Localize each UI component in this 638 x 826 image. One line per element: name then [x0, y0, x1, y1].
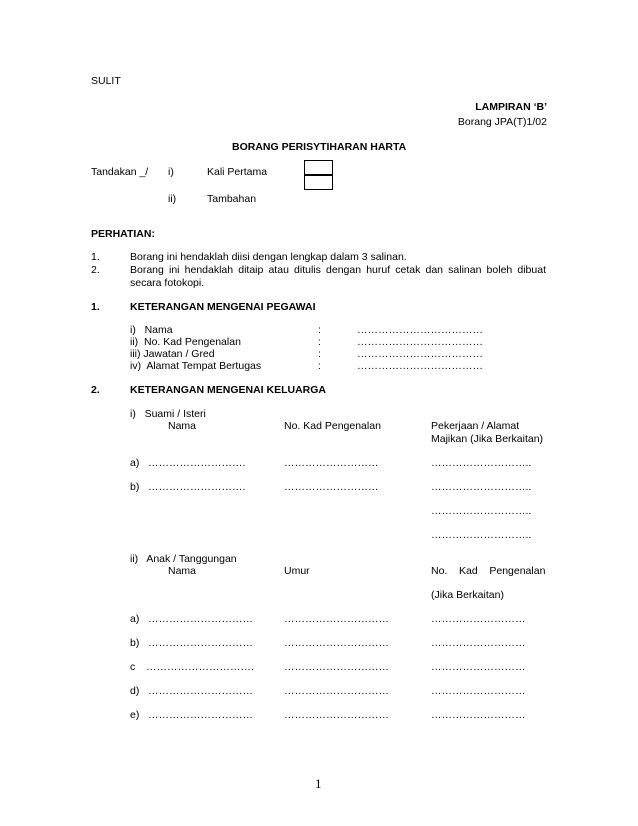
notice-item-2-text-cont: secara fotokopi. [130, 277, 205, 289]
officer-name-field[interactable]: ……………………………… [357, 324, 483, 336]
child-row-e-ic[interactable]: ……………………… [431, 709, 526, 721]
spouse-col-ic: No. Kad Pengenalan [284, 420, 381, 432]
appendix-label: LAMPIRAN ‘B’ [475, 101, 547, 113]
spouse-col-name: Nama [168, 420, 197, 432]
section2-heading: KETERANGAN MENGENAI KELUARGA [130, 384, 327, 396]
child-row-b-name[interactable]: ………………………… [148, 637, 253, 649]
classification-label: SULIT [91, 75, 121, 87]
spouse-title: i) Suami / Isteri [130, 408, 206, 420]
spouse-row-b-employer-extra-1[interactable]: ……………………….. [431, 505, 532, 517]
child-row-c-age[interactable]: ………………………… [284, 661, 389, 673]
spouse-row-a-name[interactable]: ………………………. [148, 457, 246, 469]
option-first-label: Kali Pertama [207, 166, 268, 178]
children-title: ii) Anak / Tanggungan [130, 553, 237, 565]
child-row-b-ic[interactable]: ……………………… [431, 637, 526, 649]
child-row-d-age[interactable]: ………………………… [284, 685, 389, 697]
spouse-col-employer: Pekerjaan / Alamat [431, 420, 520, 432]
tick-prompt: Tandakan _/ [91, 166, 149, 178]
spouse-row-b-employer-extra-2[interactable]: ……………………….. [431, 529, 532, 541]
spouse-row-b-name[interactable]: ………………………. [148, 481, 246, 493]
child-row-a-age[interactable]: ………………………… [284, 613, 389, 625]
option-first-num: i) [168, 166, 174, 178]
children-col-ic: No. Kad Pengenalan [431, 565, 546, 577]
spouse-row-b-employer[interactable]: ……………………….. [431, 481, 532, 493]
form-code: Borang JPA(T)1/02 [457, 116, 547, 128]
spouse-row-b-label: b) [130, 481, 140, 493]
option-additional-label: Tambahan [207, 193, 257, 205]
children-col-name: Nama [168, 565, 197, 577]
notice-item-2-num: 2. [91, 264, 100, 276]
child-row-a-ic[interactable]: ……………………… [431, 613, 526, 625]
officer-post-sep: : [318, 348, 321, 360]
section1-heading: KETERANGAN MENGENAI PEGAWAI [130, 301, 316, 313]
officer-ic-label: ii) No. Kad Pengenalan [130, 336, 241, 348]
child-row-c-label: c [130, 661, 136, 673]
officer-name-label: i) Nama [130, 324, 173, 336]
checkbox-additional-declaration[interactable] [304, 175, 333, 190]
notice-heading: PERHATIAN: [91, 228, 155, 240]
checkbox-first-declaration[interactable] [304, 160, 333, 175]
officer-address-field[interactable]: ……………………………… [357, 360, 483, 372]
child-row-a-label: a) [130, 613, 140, 625]
officer-address-sep: : [318, 360, 321, 372]
child-row-e-age[interactable]: ………………………… [284, 709, 389, 721]
form-title: BORANG PERISYTIHARAN HARTA [232, 141, 407, 153]
child-row-e-label: e) [130, 709, 140, 721]
officer-post-label: iii) Jawatan / Gred [130, 348, 215, 360]
children-col-ic-note: (Jika Berkaitan) [431, 589, 504, 601]
officer-post-field[interactable]: ……………………………… [357, 348, 483, 360]
notice-item-2-text: Borang ini hendaklah ditaip atau ditulis dengan huruf cetak dan salinan boleh dibuat [130, 264, 546, 276]
notice-item-1-num: 1. [91, 251, 100, 263]
spouse-row-a-ic[interactable]: ……………………… [284, 457, 379, 469]
section2-num: 2. [91, 384, 100, 396]
child-row-e-name[interactable]: ………………………… [148, 709, 253, 721]
children-col-age: Umur [284, 565, 310, 577]
spouse-col-employer-cont: Majikan (Jika Berkaitan) [431, 433, 544, 445]
child-row-d-ic[interactable]: ……………………… [431, 685, 526, 697]
page-number: 1 [315, 776, 322, 791]
child-row-d-name[interactable]: ………………………… [148, 685, 253, 697]
spouse-row-a-employer[interactable]: ……………………….. [431, 457, 532, 469]
option-additional-num: ii) [168, 193, 177, 205]
spouse-row-b-ic[interactable]: ……………………… [284, 481, 379, 493]
officer-ic-field[interactable]: ……………………………… [357, 336, 483, 348]
spouse-row-a-label: a) [130, 457, 140, 469]
officer-address-label: iv) Alamat Tempat Bertugas [130, 360, 262, 372]
child-row-c-name[interactable]: …………………………. [146, 661, 254, 673]
child-row-a-name[interactable]: ………………………… [148, 613, 253, 625]
child-row-c-ic[interactable]: ……………………… [431, 661, 526, 673]
officer-name-sep: : [318, 324, 321, 336]
section1-num: 1. [91, 301, 100, 313]
child-row-b-label: b) [130, 637, 140, 649]
child-row-b-age[interactable]: ………………………… [284, 637, 389, 649]
officer-ic-sep: : [318, 336, 321, 348]
notice-item-1-text: Borang ini hendaklah diisi dengan lengkap dalam 3 salinan. [130, 251, 407, 263]
child-row-d-label: d) [130, 685, 140, 697]
